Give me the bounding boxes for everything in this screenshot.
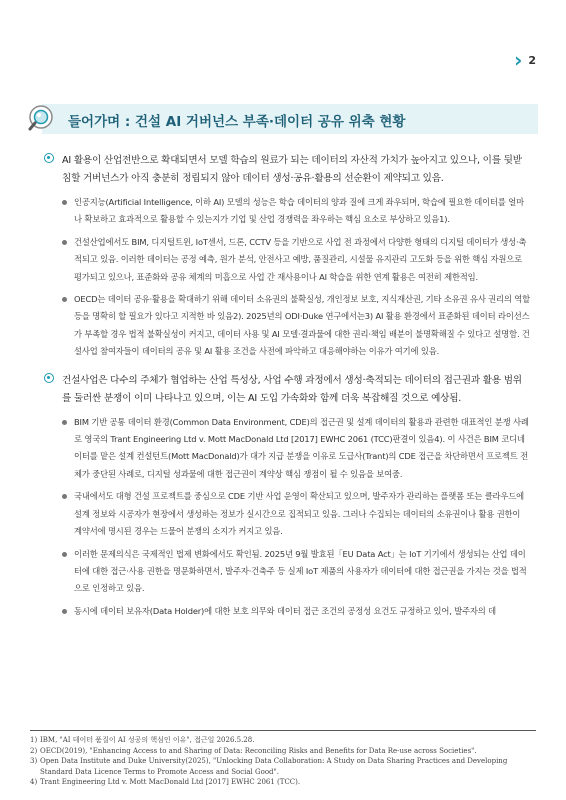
list-item-text: 이러한 문제의식은 국제적인 법제 변화에서도 확인됨. 2025년 9월 발효된「EU Data Act」는 IoT 기기에서 생성되는 산업 데이터에 대한 접근·사용 권한을 명문화하면서, 발주자·건축주 등 실제 IoT 제품의 사용자가 데이터에 대한 접근권을 가지는 것을 법적으로 인정하고 있음.	[74, 548, 527, 594]
bullet-dot-icon	[62, 552, 67, 557]
section-text: 건설사업은 다수의 주체가 협업하는 산업 특성상, 사업 수행 과정에서 생성·축적되는 데이터의 접근권과 활용 범위를 둘러싼 분쟁이 이미 나타나고 있으며, 이는 AI 도입 가속화와 함께 더욱 복잡해질 것으로 예상됨.	[62, 374, 522, 404]
footnote-number: 4)	[30, 778, 38, 786]
list-item	[40, 194, 530, 229]
chevron-right-icon: ›	[514, 48, 523, 72]
list-item	[40, 546, 530, 598]
list-item	[40, 414, 530, 484]
section-text: AI 활용이 산업전반으로 확대되면서 모델 학습의 원료가 되는 데이터의 자산적 가치가 높아지고 있으나, 이를 뒷받침할 거버넌스가 아직 충분히 정립되지 않아 데이터 생성·공유·활용의 선순환이 제약되고 있음.	[62, 155, 522, 184]
footnote-text: Trant Engineering Ltd v. Mott MacDonald Ltd [2017] EWHC 2061 (TCC).	[40, 778, 301, 786]
bullet-dot-icon	[62, 297, 67, 302]
list-item-text: OECD는 데이터 공유·활용을 확대하기 위해 데이터 소유권의 불확실성, 개인정보 보호, 지식재산권, 기타 소유권 유사 권리의 역할 등을 명확히 할 필요가 있다고 지적한 바 있음2). 2025년의 ODI·Duke 연구에서는3) AI 활용 환경에서 표준화된 데이터 라이선스가 부족할 경우 법적 불확실성이 커지고, 데이터 사용 및 AI 모델·결과물에 대한 권리·책임 배분이 불명확해질 수 있다고 설명함. 건설사업 참여자들이 데이터의 공유 및 AI 활용 조건을 사전에 파악하고 대응해야하는 이유가 여기에 있음.	[74, 294, 530, 357]
section-title-bar	[28, 104, 538, 134]
list-item	[40, 488, 530, 540]
circle-bullet-icon	[44, 153, 54, 163]
footnote	[30, 777, 536, 788]
footnote-number: 2)	[30, 746, 38, 755]
bullet-dot-icon	[62, 200, 67, 205]
bullet-dot-icon	[62, 494, 67, 499]
footnote	[30, 756, 536, 777]
bullet-dot-icon	[62, 240, 67, 245]
list-item-text: 동시에 데이터 보유자(Data Holder)에 대한 보호 의무와 데이터 접근 조건의 공정성 요건도 규정하고 있어, 발주자의 데	[74, 605, 497, 616]
page-number-text: 2	[528, 53, 536, 67]
magnifier-icon	[28, 104, 58, 134]
footnote-text: OECD(2019), "Enhancing Access to and Sharing of Data: Reconciling Risks and Benefits for Data Re-use across Societies".	[40, 746, 477, 755]
footnotes	[30, 730, 536, 788]
list-item-text: BIM 기반 공통 데이터 환경(Common Data Environment, CDE)의 접근권 및 설계 데이터의 활용과 관련한 대표적인 분쟁 사례로 영국의 Trant Engineering Ltd v. Mott MacDonald Ltd [2017] EWHC 2061 (TCC)판결이 있음4). 이 사건은 BIM 코디네이터를 맡은 설계 컨설턴트(Mott MacDonald)가 대가 지급 분쟁을 이유로 도급사(Trant)의 CDE 접근을 차단하면서 프로젝트 전체가 중단된 사례로, 디지털 성과물에 대한 접근권이 계약상 핵심 쟁점이 될 수 있음을 보여줌.	[74, 416, 529, 479]
footnote	[30, 746, 536, 757]
footnote-number: 1)	[30, 736, 38, 744]
section-paragraph	[40, 152, 530, 188]
footnote-text: IBM, "AI 데이터 품질이 AI 성공의 핵심인 이유", 접근일 2026.5.28.	[40, 736, 255, 744]
footnote-text: Open Data Institute and Duke University(2025), "Unlocking Data Collaboration: A Study on Data Sharing Practices and Developing Standard Data Licence Terms to Promote Access and Social Good".	[40, 757, 508, 776]
section-paragraph	[40, 372, 530, 408]
list-item-text: 건설산업에서도 BIM, 디지털트윈, IoT센서, 드론, CCTV 등을 기반으로 사업 전 과정에서 다양한 형태의 디지털 데이터가 생성·축적되고 있음. 이러한 데이터는 공정 예측, 원가 분석, 안전사고 예방, 품질관리, 시설물 유지관리 고도화 등을 위한 핵심 자원으로 평가되고 있으나, 표준화와 공유 체계의 미흡으로 사업 간 재사용이나 AI 학습을 위한 연계 활용은 여전히 제한적임.	[74, 236, 527, 282]
list-item	[40, 291, 530, 361]
main-content	[40, 152, 530, 625]
footnote-number: 3)	[30, 757, 38, 765]
bullet-dot-icon	[62, 420, 67, 425]
circle-bullet-icon	[44, 373, 54, 383]
list-item-text: 인공지능(Artificial Intelligence, 이하 AI) 모델의 성능은 학습 데이터의 양과 질에 크게 좌우되며, 학습에 필요한 데이터를 얼마나 확보하고 효과적으로 활용할 수 있는지가 기업 및 산업 경쟁력을 좌우하는 핵심 요소로 부상하고 있음1).	[74, 197, 524, 225]
list-item	[40, 234, 530, 286]
bullet-dot-icon	[62, 609, 67, 614]
list-item-text: 국내에서도 대형 건설 프로젝트를 중심으로 CDE 기반 사업 운영이 확산되고 있으며, 발주자가 관리하는 플랫폼 또는 클라우드에 설계 정보와 시공자가 현장에서 생성하는 정보가 실시간으로 집적되고 있음. 그러나 수집되는 데이터의 소유권이나 활용 권한이 계약서에 명시된 경우는 드물어 분쟁의 소지가 커지고 있음.	[74, 491, 525, 537]
footnote	[30, 735, 536, 746]
list-item	[40, 603, 530, 620]
page-title: 들어가며 : 건설 AI 거버넌스 부족·데이터 공유 위축 현황	[68, 114, 406, 130]
page-number	[514, 50, 536, 70]
